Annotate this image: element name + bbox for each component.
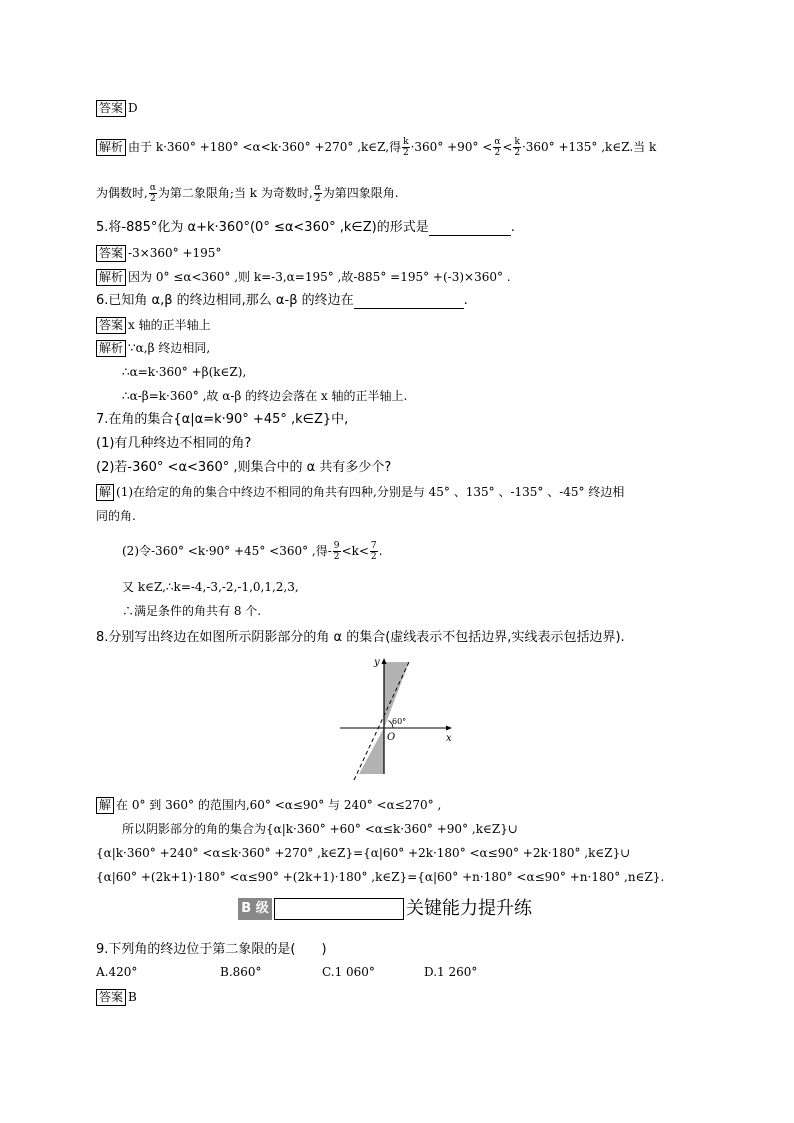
- q8-stem: 8.分别写出终边在如图所示阴影部分的角 α 的集合(虚线表示不包括边界,实线表示包括边界).: [96, 630, 625, 645]
- q7-solution-line: 解 (1)在给定的角的集合中终边不相同的角共有四种,分别是与 45° 、135° 、-135° 、-45° 终边相: [96, 484, 624, 501]
- frac-k-2b: $\frac{k}{2}$: [514, 137, 521, 158]
- q6-analysis-line: 解析 ∵α,β 终边相同,: [96, 340, 210, 357]
- q9-answer: B: [128, 990, 137, 1004]
- solution-label: 解: [96, 797, 114, 814]
- q6-analysis-2: ∴α=k·360° +β(k∈Z),: [122, 365, 247, 379]
- x-label: x: [446, 733, 452, 744]
- q7-solution-2: (2)令-360° <k·90° +45° <360° ,得- $\frac{9}{2}$ <k< $\frac{7}{2}$ .: [122, 541, 383, 562]
- q8-solution-3: {α|k·360° +240° <α≤k·360° +270° ,k∈Z}={α|60° +2k·180° <α≤90° +2k·180° ,k∈Z}∪: [96, 846, 631, 860]
- q4-analysis-line: 解析 由于 k·360° +180° <α<k·360° +270° ,k∈Z,得 $\frac{k}{2}$ ·360° +90° < $\frac{\alpha}{2}$ < $\frac{k}{2}$ ·360° +135° ,k∈Z.当 k: [96, 137, 656, 158]
- q5-analysis: 因为 0° ≤α<360° ,则 k=-3,α=195° ,故-885° =195° +(-3)×360° .: [128, 270, 511, 284]
- q9-answer-line: [96, 989, 137, 1006]
- frac-7-2: $\frac{7}{2}$: [370, 541, 377, 562]
- q7-solution-3: 又 k∈Z,∴k=-4,-3,-2,-1,0,1,2,3,: [122, 580, 299, 594]
- frac-alpha-2: $\frac{\alpha}{2}$: [494, 137, 501, 158]
- q6-answer: x 轴的正半轴上: [128, 318, 211, 332]
- answer-label: 答案: [96, 245, 126, 262]
- q4-answer-line: [96, 100, 138, 117]
- q5-analysis-line: [96, 269, 511, 286]
- frac-k-2: $\frac{k}{2}$: [402, 137, 409, 158]
- q5-stem: 5.将-885°化为 α+k·360°(0° ≤α<360° ,k∈Z)的形式是 .: [96, 220, 515, 235]
- q6-analysis-3: ∴α-β=k·360° ,故 α-β 的终边会落在 x 轴的正半轴上.: [122, 389, 408, 403]
- q5-answer-blank: [429, 235, 511, 236]
- q9-option-d: D.1 260°: [424, 965, 478, 979]
- q4-answer: D: [128, 101, 138, 115]
- y-axis-arrow: [382, 658, 387, 664]
- q4-analysis-line2: 为偶数时, $\frac{\alpha}{2}$ 为第二象限角;当 k 为奇数时, $\frac{\alpha}{2}$ 为第四象限角.: [96, 183, 399, 204]
- answer-label: 答案: [96, 317, 126, 334]
- q8-solution-line: 解 在 0° 到 360° 的范围内,60° <α≤90° 与 240° <α≤270° ,: [96, 797, 441, 814]
- q4-analysis-d: ·360° +135° ,k∈Z.当 k: [521, 140, 657, 154]
- analysis-label: 解析: [96, 269, 126, 286]
- section-b-header: [238, 896, 556, 922]
- q7-part1: (1)有几种终边不相同的角?: [96, 436, 252, 451]
- analysis-label: 解析: [96, 340, 126, 357]
- solution-label: 解: [96, 484, 114, 501]
- q8-figure: [330, 652, 460, 782]
- answer-label: 答案: [96, 100, 126, 117]
- q9-option-a: A.420°: [96, 965, 138, 979]
- q9-stem: 9.下列角的终边位于第二象限的是( ): [96, 942, 327, 957]
- q5-answer: -3×360° +195°: [128, 246, 222, 260]
- q7-solution-4: ∴满足条件的角共有 8 个.: [122, 604, 262, 618]
- q7-solution-1b: 同的角.: [96, 509, 136, 523]
- frac-alpha-2c: $\frac{\alpha}{2}$: [149, 183, 156, 204]
- frac-9-2: $\frac{9}{2}$: [333, 541, 340, 562]
- y-label: y: [374, 657, 380, 668]
- q4-analysis-b: ·360° +90° <: [410, 140, 493, 154]
- q5-answer-line: [96, 245, 221, 262]
- analysis-label: 解析: [96, 139, 126, 156]
- q6-answer-blank: [354, 308, 464, 309]
- q4-analysis-a: 由于 k·360° +180° <α<k·360° +270° ,k∈Z,得: [128, 140, 402, 154]
- answer-label: 答案: [96, 989, 126, 1006]
- q8-solution-4: {α|60° +(2k+1)·180° <α≤90° +(2k+1)·180° ,k∈Z}={α|60° +n·180° <α≤90° +n·180° ,n∈Z}.: [96, 870, 665, 884]
- angle-label: 60°: [392, 717, 407, 726]
- section-b-frame: [274, 898, 404, 920]
- x-axis-arrow: [446, 726, 452, 731]
- q8-solution-2: 所以阴影部分的角的集合为{α|k·360° +60° <α≤k·360° +90° ,k∈Z}∪: [122, 822, 518, 836]
- q7-part2: (2)若-360° <α<360° ,则集合中的 α 共有多少个?: [96, 460, 392, 475]
- q9-option-c: C.1 060°: [322, 965, 375, 979]
- section-b-badge: B 级: [238, 898, 272, 920]
- origin-label: O: [387, 732, 396, 743]
- frac-alpha-2d: $\frac{\alpha}{2}$: [314, 183, 321, 204]
- section-b-title: 关键能力提升练: [406, 898, 532, 919]
- q6-stem: 6.已知角 α,β 的终边相同,那么 α-β 的终边在 .: [96, 293, 468, 308]
- q7-stem: 7.在角的集合{α|α=k·90° +45° ,k∈Z}中,: [96, 412, 349, 427]
- shaded-region-lower: [359, 728, 384, 774]
- q9-option-b: B.860°: [220, 965, 262, 979]
- q6-answer-line: [96, 317, 211, 334]
